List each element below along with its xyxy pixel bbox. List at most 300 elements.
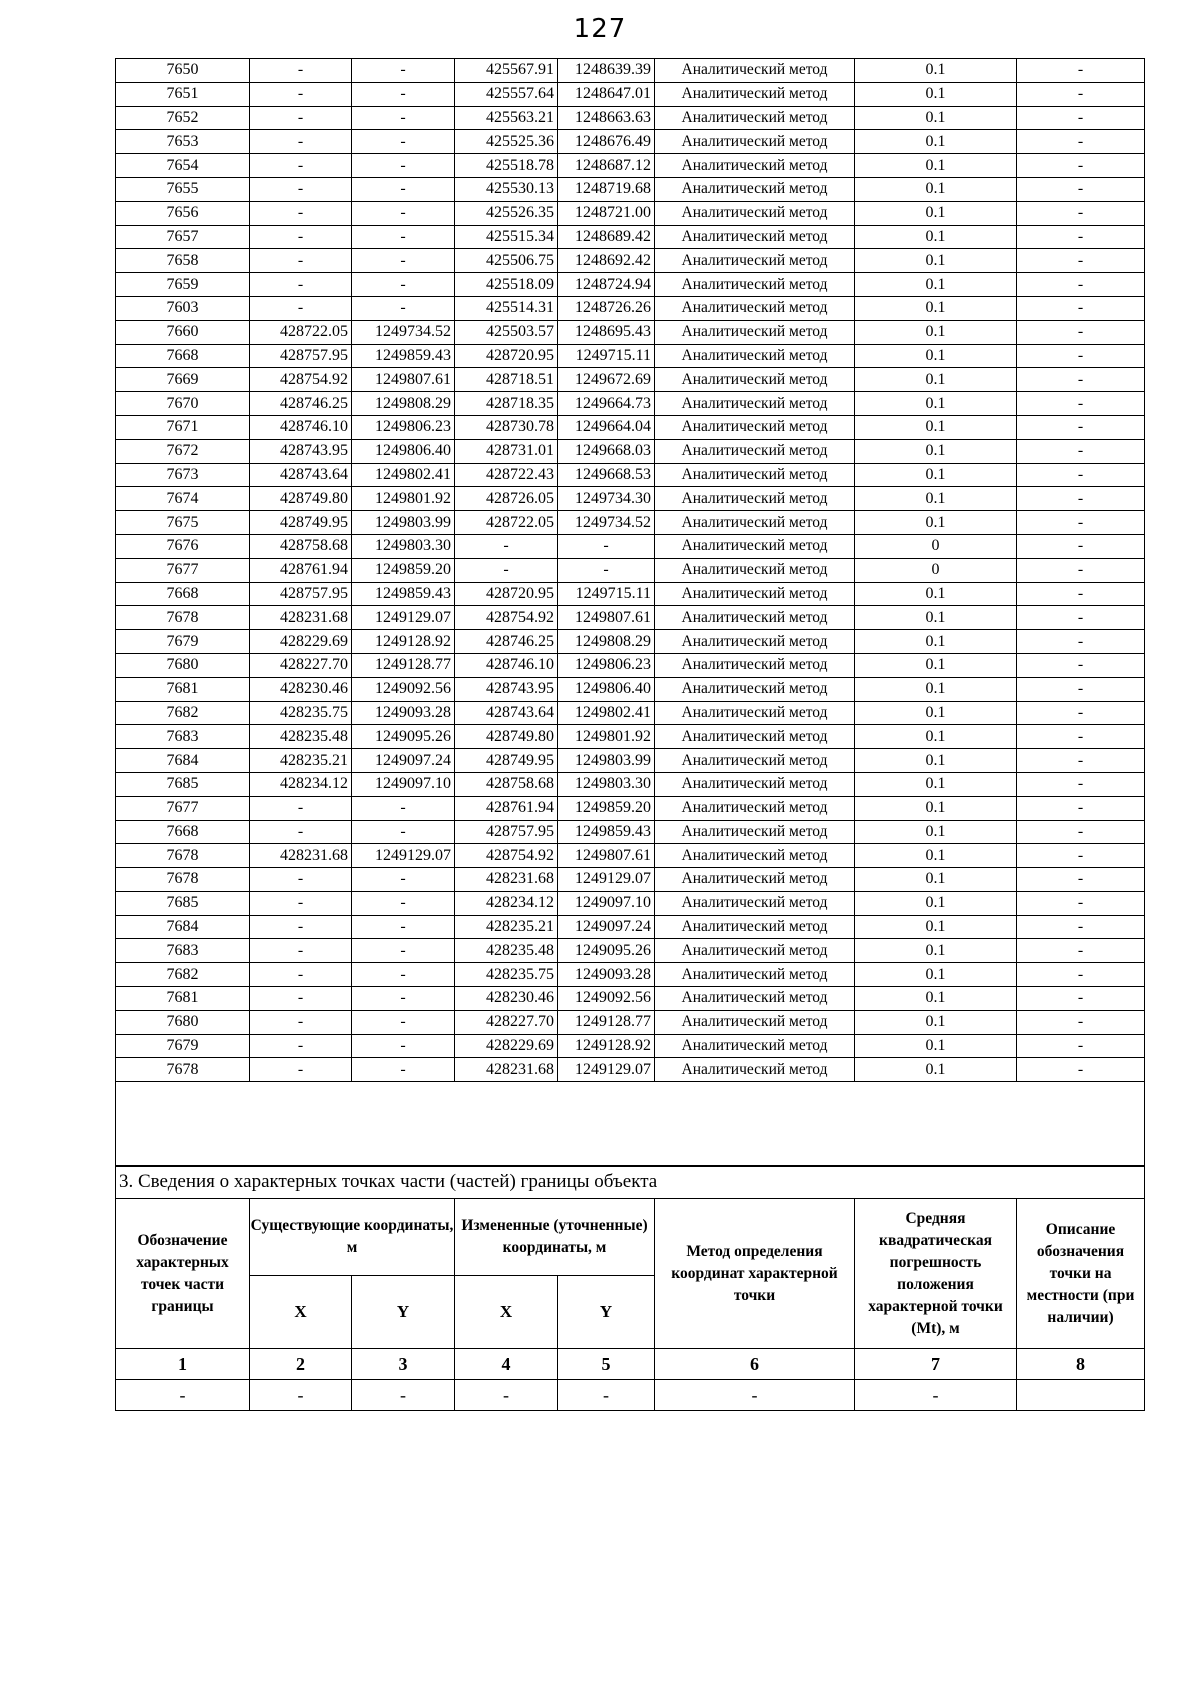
- table-row: [116, 915, 1145, 939]
- table-cell: -: [352, 1380, 455, 1411]
- description-cell: -: [1017, 939, 1145, 963]
- description-cell: -: [1017, 439, 1145, 463]
- table-row: [116, 1058, 1145, 1082]
- error-cell: 0.1: [855, 630, 1017, 654]
- existing-y-cell: -: [352, 963, 455, 987]
- existing-x-cell: -: [250, 1034, 352, 1058]
- changed-y-cell: 1248719.68: [558, 177, 655, 201]
- error-cell: 0.1: [855, 273, 1017, 297]
- changed-x-cell: 428235.21: [455, 915, 558, 939]
- existing-x-cell: -: [250, 1058, 352, 1082]
- error-cell: 0.1: [855, 249, 1017, 273]
- table-row: [116, 59, 1145, 83]
- table-row: [116, 963, 1145, 987]
- description-cell: -: [1017, 677, 1145, 701]
- table-row: [116, 225, 1145, 249]
- point-id-cell: 7656: [116, 201, 250, 225]
- changed-x-cell: 425518.78: [455, 154, 558, 178]
- description-cell: -: [1017, 606, 1145, 630]
- changed-x-cell: 425525.36: [455, 130, 558, 154]
- changed-x-cell: 425563.21: [455, 106, 558, 130]
- existing-x-cell: 428722.05: [250, 320, 352, 344]
- changed-x-cell: 428720.95: [455, 582, 558, 606]
- error-cell: 0.1: [855, 487, 1017, 511]
- error-cell: 0.1: [855, 463, 1017, 487]
- error-cell: 0.1: [855, 368, 1017, 392]
- existing-y-cell: 1249806.40: [352, 439, 455, 463]
- changed-x-cell: 428722.05: [455, 511, 558, 535]
- table-row: [116, 868, 1145, 892]
- method-cell: Аналитический метод: [655, 1010, 855, 1034]
- existing-y-cell: -: [352, 1010, 455, 1034]
- changed-x-cell: 428235.75: [455, 963, 558, 987]
- description-cell: -: [1017, 987, 1145, 1011]
- description-cell: -: [1017, 653, 1145, 677]
- existing-y-cell: -: [352, 987, 455, 1011]
- existing-y-cell: -: [352, 1034, 455, 1058]
- description-cell: -: [1017, 891, 1145, 915]
- error-cell: 0.1: [855, 177, 1017, 201]
- description-cell: -: [1017, 154, 1145, 178]
- changed-y-cell: -: [558, 534, 655, 558]
- changed-y-cell: 1249806.23: [558, 653, 655, 677]
- existing-y-cell: 1249092.56: [352, 677, 455, 701]
- table-row: [116, 130, 1145, 154]
- column-number: 5: [558, 1349, 655, 1380]
- changed-y-cell: 1249672.69: [558, 368, 655, 392]
- method-cell: Аналитический метод: [655, 130, 855, 154]
- table-row: [116, 368, 1145, 392]
- coordinates-table-body: [116, 59, 1145, 1167]
- table-row: [116, 796, 1145, 820]
- table-row: [116, 177, 1145, 201]
- method-cell: Аналитический метод: [655, 225, 855, 249]
- table-row: [116, 630, 1145, 654]
- existing-y-cell: -: [352, 225, 455, 249]
- existing-x-cell: -: [250, 891, 352, 915]
- error-cell: 0.1: [855, 868, 1017, 892]
- existing-x-cell: -: [250, 1010, 352, 1034]
- point-id-cell: 7673: [116, 463, 250, 487]
- point-id-cell: 7668: [116, 344, 250, 368]
- header-changed-coordinates: Измененные (уточненные) координаты, м: [455, 1199, 655, 1276]
- table-row: [116, 392, 1145, 416]
- existing-y-cell: -: [352, 891, 455, 915]
- section-3-title: 3. Сведения о характерных точках части (частей) границы объекта: [116, 1166, 1145, 1199]
- page-number: 127: [573, 14, 627, 44]
- existing-y-cell: -: [352, 201, 455, 225]
- changed-x-cell: 425518.09: [455, 273, 558, 297]
- existing-x-cell: 428235.48: [250, 725, 352, 749]
- description-cell: -: [1017, 582, 1145, 606]
- blank-row: [116, 1082, 1145, 1167]
- changed-y-cell: 1248692.42: [558, 249, 655, 273]
- description-cell: -: [1017, 1010, 1145, 1034]
- point-id-cell: 7668: [116, 582, 250, 606]
- existing-x-cell: -: [250, 177, 352, 201]
- existing-y-cell: 1249859.43: [352, 344, 455, 368]
- existing-x-cell: 428746.25: [250, 392, 352, 416]
- point-id-cell: 7685: [116, 772, 250, 796]
- existing-x-cell: 428231.68: [250, 844, 352, 868]
- description-cell: -: [1017, 487, 1145, 511]
- existing-y-cell: -: [352, 796, 455, 820]
- table-row: [116, 487, 1145, 511]
- method-cell: Аналитический метод: [655, 677, 855, 701]
- point-id-cell: 7657: [116, 225, 250, 249]
- existing-x-cell: -: [250, 296, 352, 320]
- description-cell: -: [1017, 273, 1145, 297]
- error-cell: 0.1: [855, 1010, 1017, 1034]
- error-cell: 0.1: [855, 772, 1017, 796]
- changed-y-cell: 1248724.94: [558, 273, 655, 297]
- description-cell: -: [1017, 534, 1145, 558]
- changed-x-cell: 428720.95: [455, 344, 558, 368]
- existing-x-cell: -: [250, 987, 352, 1011]
- description-cell: -: [1017, 106, 1145, 130]
- point-id-cell: 7675: [116, 511, 250, 535]
- point-id-cell: 7660: [116, 320, 250, 344]
- existing-y-cell: 1249801.92: [352, 487, 455, 511]
- changed-y-cell: 1249807.61: [558, 844, 655, 868]
- header-changed-x: X: [455, 1276, 558, 1349]
- table-row: [116, 82, 1145, 106]
- changed-y-cell: 1249802.41: [558, 701, 655, 725]
- section-3-table: [115, 1165, 1145, 1411]
- method-cell: Аналитический метод: [655, 177, 855, 201]
- error-cell: 0.1: [855, 915, 1017, 939]
- existing-y-cell: -: [352, 106, 455, 130]
- changed-y-cell: 1248647.01: [558, 82, 655, 106]
- changed-y-cell: 1249808.29: [558, 630, 655, 654]
- changed-y-cell: 1249093.28: [558, 963, 655, 987]
- description-cell: -: [1017, 630, 1145, 654]
- existing-y-cell: -: [352, 1058, 455, 1082]
- description-cell: -: [1017, 320, 1145, 344]
- description-cell: -: [1017, 701, 1145, 725]
- existing-y-cell: 1249734.52: [352, 320, 455, 344]
- changed-y-cell: 1249803.99: [558, 749, 655, 773]
- point-id-cell: 7678: [116, 868, 250, 892]
- error-cell: 0.1: [855, 1034, 1017, 1058]
- method-cell: Аналитический метод: [655, 320, 855, 344]
- table-row: [116, 534, 1145, 558]
- section-3-data-row: [116, 1380, 1145, 1411]
- changed-y-cell: 1249668.53: [558, 463, 655, 487]
- existing-y-cell: 1249807.61: [352, 368, 455, 392]
- method-cell: Аналитический метод: [655, 963, 855, 987]
- point-id-cell: 7655: [116, 177, 250, 201]
- description-cell: -: [1017, 844, 1145, 868]
- changed-x-cell: 428754.92: [455, 844, 558, 868]
- table-row: [116, 296, 1145, 320]
- table-row: [116, 701, 1145, 725]
- error-cell: 0: [855, 558, 1017, 582]
- error-cell: 0.1: [855, 582, 1017, 606]
- description-cell: -: [1017, 463, 1145, 487]
- description-cell: -: [1017, 368, 1145, 392]
- description-cell: -: [1017, 296, 1145, 320]
- error-cell: 0.1: [855, 154, 1017, 178]
- changed-y-cell: 1248663.63: [558, 106, 655, 130]
- table-cell: [1017, 1380, 1145, 1411]
- point-id-cell: 7682: [116, 701, 250, 725]
- changed-y-cell: 1249128.92: [558, 1034, 655, 1058]
- description-cell: -: [1017, 130, 1145, 154]
- method-cell: Аналитический метод: [655, 582, 855, 606]
- method-cell: Аналитический метод: [655, 820, 855, 844]
- method-cell: Аналитический метод: [655, 796, 855, 820]
- existing-x-cell: -: [250, 868, 352, 892]
- description-cell: -: [1017, 82, 1145, 106]
- error-cell: 0.1: [855, 939, 1017, 963]
- point-id-cell: 7672: [116, 439, 250, 463]
- point-id-cell: 7658: [116, 249, 250, 273]
- point-id-cell: 7677: [116, 558, 250, 582]
- changed-x-cell: 428754.92: [455, 606, 558, 630]
- error-cell: 0.1: [855, 820, 1017, 844]
- changed-y-cell: 1249668.03: [558, 439, 655, 463]
- changed-y-cell: 1249734.30: [558, 487, 655, 511]
- changed-x-cell: 428731.01: [455, 439, 558, 463]
- existing-x-cell: -: [250, 106, 352, 130]
- changed-x-cell: 428730.78: [455, 415, 558, 439]
- point-id-cell: 7670: [116, 392, 250, 416]
- changed-x-cell: 428235.48: [455, 939, 558, 963]
- changed-x-cell: -: [455, 534, 558, 558]
- method-cell: Аналитический метод: [655, 59, 855, 83]
- column-number: 1: [116, 1349, 250, 1380]
- error-cell: 0.1: [855, 725, 1017, 749]
- existing-x-cell: 428749.95: [250, 511, 352, 535]
- point-id-cell: 7684: [116, 915, 250, 939]
- existing-y-cell: 1249095.26: [352, 725, 455, 749]
- point-id-cell: 7684: [116, 749, 250, 773]
- existing-y-cell: 1249803.30: [352, 534, 455, 558]
- changed-y-cell: 1249097.10: [558, 891, 655, 915]
- point-id-cell: 7682: [116, 963, 250, 987]
- table-row: [116, 511, 1145, 535]
- existing-x-cell: -: [250, 939, 352, 963]
- description-cell: -: [1017, 1034, 1145, 1058]
- changed-y-cell: 1249734.52: [558, 511, 655, 535]
- table-cell: -: [558, 1380, 655, 1411]
- existing-x-cell: 428743.95: [250, 439, 352, 463]
- changed-y-cell: 1249128.77: [558, 1010, 655, 1034]
- existing-x-cell: 428743.64: [250, 463, 352, 487]
- table-row: [116, 439, 1145, 463]
- table-row: [116, 320, 1145, 344]
- changed-y-cell: 1249715.11: [558, 582, 655, 606]
- point-id-cell: 7653: [116, 130, 250, 154]
- method-cell: Аналитический метод: [655, 273, 855, 297]
- table-row: [116, 154, 1145, 178]
- column-number: 2: [250, 1349, 352, 1380]
- error-cell: 0.1: [855, 844, 1017, 868]
- table-row: [116, 749, 1145, 773]
- column-number: 7: [855, 1349, 1017, 1380]
- blank-cell: [116, 1082, 1145, 1167]
- existing-x-cell: 428235.21: [250, 749, 352, 773]
- coordinates-table: [115, 58, 1145, 1167]
- description-cell: -: [1017, 392, 1145, 416]
- point-id-cell: 7677: [116, 796, 250, 820]
- existing-y-cell: -: [352, 130, 455, 154]
- error-cell: 0.1: [855, 749, 1017, 773]
- existing-x-cell: 428235.75: [250, 701, 352, 725]
- point-id-cell: 7683: [116, 725, 250, 749]
- changed-x-cell: 428757.95: [455, 820, 558, 844]
- existing-x-cell: -: [250, 796, 352, 820]
- changed-x-cell: 425557.64: [455, 82, 558, 106]
- changed-x-cell: 428746.25: [455, 630, 558, 654]
- existing-y-cell: -: [352, 82, 455, 106]
- method-cell: Аналитический метод: [655, 368, 855, 392]
- error-cell: 0.1: [855, 987, 1017, 1011]
- description-cell: -: [1017, 725, 1145, 749]
- method-cell: Аналитический метод: [655, 725, 855, 749]
- existing-x-cell: 428757.95: [250, 582, 352, 606]
- changed-x-cell: 428746.10: [455, 653, 558, 677]
- description-cell: -: [1017, 915, 1145, 939]
- method-cell: Аналитический метод: [655, 749, 855, 773]
- changed-x-cell: 425526.35: [455, 201, 558, 225]
- error-cell: 0: [855, 534, 1017, 558]
- error-cell: 0.1: [855, 701, 1017, 725]
- method-cell: Аналитический метод: [655, 630, 855, 654]
- existing-x-cell: -: [250, 201, 352, 225]
- existing-x-cell: -: [250, 820, 352, 844]
- method-cell: Аналитический метод: [655, 701, 855, 725]
- point-id-cell: 7678: [116, 844, 250, 868]
- error-cell: 0.1: [855, 296, 1017, 320]
- changed-y-cell: 1248689.42: [558, 225, 655, 249]
- table-cell: -: [250, 1380, 352, 1411]
- changed-y-cell: 1248687.12: [558, 154, 655, 178]
- table-row: [116, 772, 1145, 796]
- description-cell: -: [1017, 868, 1145, 892]
- changed-y-cell: 1248639.39: [558, 59, 655, 83]
- existing-x-cell: -: [250, 249, 352, 273]
- existing-y-cell: 1249129.07: [352, 606, 455, 630]
- error-cell: 0.1: [855, 130, 1017, 154]
- column-number: 4: [455, 1349, 558, 1380]
- error-cell: 0.1: [855, 201, 1017, 225]
- changed-x-cell: 428231.68: [455, 868, 558, 892]
- table-row: [116, 249, 1145, 273]
- changed-x-cell: 425567.91: [455, 59, 558, 83]
- header-existing-coordinates: Существующие координаты, м: [250, 1199, 455, 1276]
- existing-y-cell: -: [352, 915, 455, 939]
- existing-x-cell: -: [250, 963, 352, 987]
- existing-y-cell: 1249802.41: [352, 463, 455, 487]
- changed-y-cell: 1249807.61: [558, 606, 655, 630]
- point-id-cell: 7668: [116, 820, 250, 844]
- error-cell: 0.1: [855, 677, 1017, 701]
- method-cell: Аналитический метод: [655, 1058, 855, 1082]
- changed-x-cell: 428229.69: [455, 1034, 558, 1058]
- method-cell: Аналитический метод: [655, 844, 855, 868]
- description-cell: -: [1017, 963, 1145, 987]
- changed-y-cell: 1249097.24: [558, 915, 655, 939]
- changed-y-cell: 1249715.11: [558, 344, 655, 368]
- changed-x-cell: 428722.43: [455, 463, 558, 487]
- table-row: [116, 653, 1145, 677]
- existing-y-cell: 1249097.10: [352, 772, 455, 796]
- method-cell: Аналитический метод: [655, 201, 855, 225]
- error-cell: 0.1: [855, 796, 1017, 820]
- method-cell: Аналитический метод: [655, 82, 855, 106]
- existing-x-cell: 428229.69: [250, 630, 352, 654]
- description-cell: -: [1017, 796, 1145, 820]
- method-cell: Аналитический метод: [655, 1034, 855, 1058]
- method-cell: Аналитический метод: [655, 106, 855, 130]
- method-cell: Аналитический метод: [655, 344, 855, 368]
- header-point-description: Описание обозначения точки на местности (при наличии): [1017, 1199, 1145, 1349]
- existing-x-cell: -: [250, 82, 352, 106]
- method-cell: Аналитический метод: [655, 415, 855, 439]
- existing-x-cell: 428234.12: [250, 772, 352, 796]
- point-id-cell: 7676: [116, 534, 250, 558]
- changed-x-cell: 428749.95: [455, 749, 558, 773]
- changed-x-cell: 428227.70: [455, 1010, 558, 1034]
- changed-y-cell: -: [558, 558, 655, 582]
- existing-x-cell: -: [250, 130, 352, 154]
- header-existing-y: Y: [352, 1276, 455, 1349]
- changed-y-cell: 1249095.26: [558, 939, 655, 963]
- method-cell: Аналитический метод: [655, 249, 855, 273]
- description-cell: -: [1017, 177, 1145, 201]
- method-cell: Аналитический метод: [655, 772, 855, 796]
- changed-x-cell: 428726.05: [455, 487, 558, 511]
- changed-y-cell: 1248695.43: [558, 320, 655, 344]
- point-id-cell: 7659: [116, 273, 250, 297]
- changed-x-cell: 425514.31: [455, 296, 558, 320]
- existing-y-cell: 1249097.24: [352, 749, 455, 773]
- error-cell: 0.1: [855, 82, 1017, 106]
- error-cell: 0.1: [855, 653, 1017, 677]
- table-row: [116, 606, 1145, 630]
- changed-y-cell: 1249092.56: [558, 987, 655, 1011]
- method-cell: Аналитический метод: [655, 915, 855, 939]
- error-cell: 0.1: [855, 511, 1017, 535]
- changed-y-cell: 1249801.92: [558, 725, 655, 749]
- point-id-cell: 7671: [116, 415, 250, 439]
- point-id-cell: 7603: [116, 296, 250, 320]
- changed-y-cell: 1249859.20: [558, 796, 655, 820]
- description-cell: -: [1017, 558, 1145, 582]
- description-cell: -: [1017, 820, 1145, 844]
- method-cell: Аналитический метод: [655, 463, 855, 487]
- table-row: [116, 463, 1145, 487]
- error-cell: 0.1: [855, 59, 1017, 83]
- changed-y-cell: 1249803.30: [558, 772, 655, 796]
- table-row: [116, 939, 1145, 963]
- table-row: [116, 820, 1145, 844]
- error-cell: 0.1: [855, 320, 1017, 344]
- existing-y-cell: 1249128.92: [352, 630, 455, 654]
- existing-y-cell: -: [352, 177, 455, 201]
- changed-y-cell: 1249859.43: [558, 820, 655, 844]
- error-cell: 0.1: [855, 606, 1017, 630]
- changed-x-cell: 428743.64: [455, 701, 558, 725]
- table-row: [116, 106, 1145, 130]
- table-row: [116, 677, 1145, 701]
- point-id-cell: 7678: [116, 606, 250, 630]
- error-cell: 0.1: [855, 106, 1017, 130]
- table-row: [116, 987, 1145, 1011]
- method-cell: Аналитический метод: [655, 939, 855, 963]
